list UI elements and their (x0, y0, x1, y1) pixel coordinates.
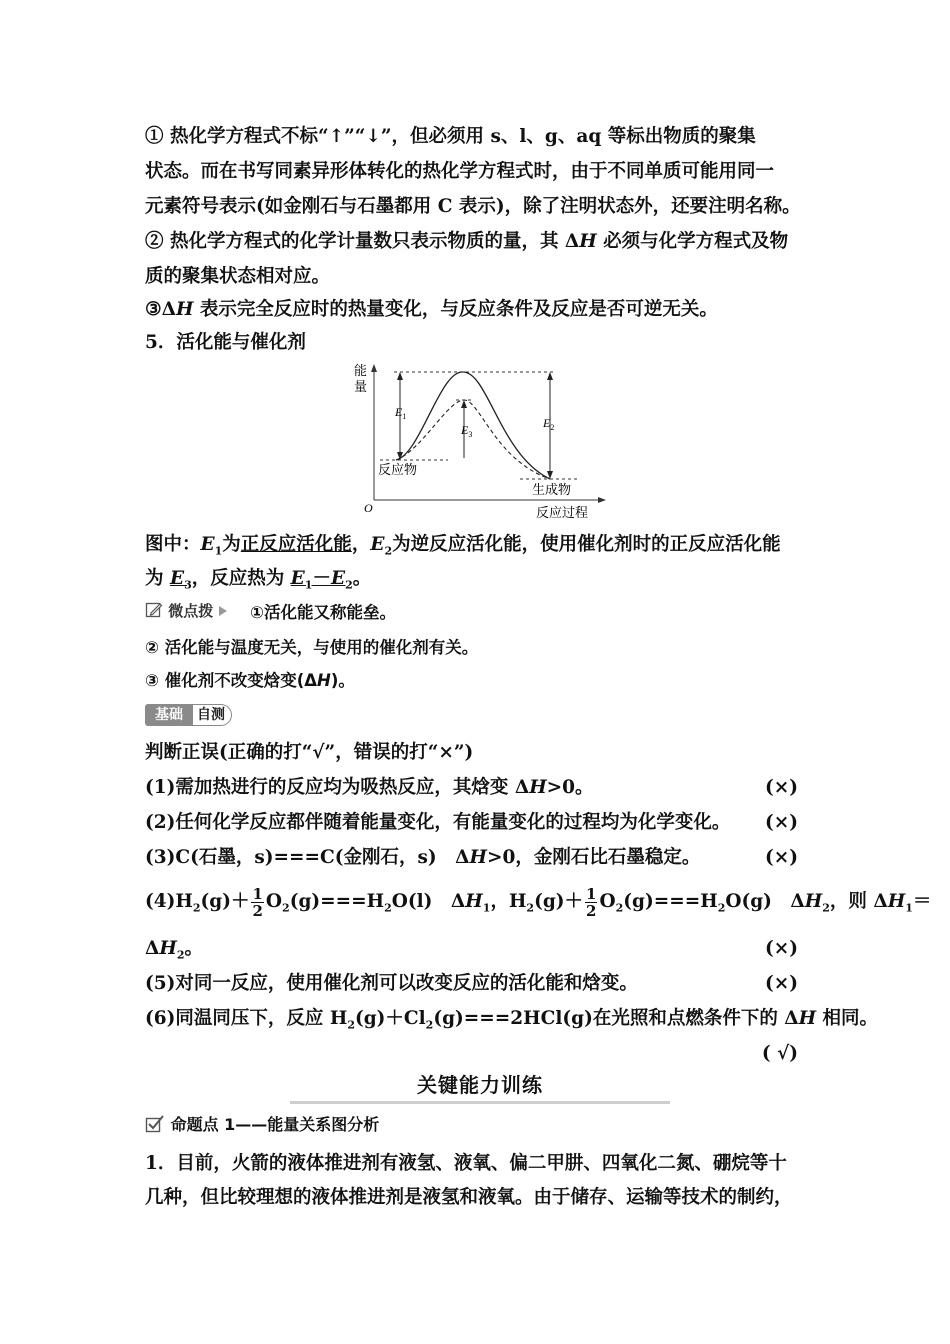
reactant-label: 反应物 (378, 462, 418, 477)
problem-line-2: 几种，但比较理想的液体推进剂是液氢和液氧。由于储存、运输等技术的制约， (145, 1187, 793, 1208)
origin-label: O (364, 501, 373, 515)
quiz-mark-5: (×) (764, 973, 798, 994)
quiz-mark-1: (×) (764, 777, 798, 798)
command-point-title: 命题点 1——能量关系图分析 (145, 1113, 379, 1137)
badge-right: 自测 (191, 704, 232, 726)
pencil-icon (145, 601, 163, 619)
triangle-right-icon (218, 605, 228, 617)
e1-label: $E_1$ (395, 405, 407, 421)
note-1-line-1: ① 热化学方程式不标“↑”“↓”，但必须用 s、l、g、aq 等标出物质的聚集 (145, 126, 756, 147)
note-2-line-1: ② 热化学方程式的化学计量数只表示物质的量，其 ΔH 必须与化学方程式及物 (145, 231, 789, 252)
quiz-item-6: (6)同温同压下，反应 $H_2(g)+Cl_2(g)===2HCl(g)$在光照和点燃条件下的 ΔH 相同。 (145, 1008, 879, 1032)
checkbox-icon (145, 1114, 165, 1134)
y-axis-label-1: 能 (354, 363, 368, 378)
note-3-line: ③ΔH 表示完全反应时的热量变化，与反应条件及反应是否可逆无关。 (145, 299, 718, 320)
tip-label: 微点拨 (145, 600, 228, 622)
quiz-item-5: (5)对同一反应，使用催化剂可以改变反应的活化能和焓变。 (145, 973, 638, 994)
note-1-line-2: 状态。而在书写同素异形体转化的热化学方程式时，由于不同单质可能用同一 (145, 161, 775, 182)
caption-line-1: 图中：$E_1$为正反应活化能，$E_2$为逆反应活化能，使用催化剂时的正反应活化能 (145, 534, 781, 558)
note-1-line-3: 元素符号表示(如金刚石与石墨都用 C 表示)，除了注明状态外，还要注明名称。 (145, 196, 801, 217)
quiz-mark-4: (×) (764, 938, 798, 959)
y-axis-label-2: 量 (354, 379, 368, 394)
section-heading-rule (290, 1101, 670, 1104)
tip-line-1: ①活化能又称能垒。 (250, 603, 396, 622)
quiz-item-4-line-2: $\Delta H_2$。 (145, 938, 204, 962)
e3-label: $E_3$ (461, 423, 473, 439)
energy-diagram (350, 360, 610, 522)
quiz-item-2: (2)任何化学反应都伴随着能量变化，有能量变化的过程均为化学变化。 (145, 812, 731, 833)
product-label: 生成物 (532, 482, 572, 497)
section-heading-text: 关键能力训练 (417, 1073, 543, 1097)
e2-label: $E_2$ (543, 416, 555, 432)
problem-line-1: 1．目前，火箭的液体推进剂有液氢、液氧、偏二甲肼、四氧化二氮、硼烷等十 (145, 1153, 787, 1174)
quiz-mark-2: (×) (764, 812, 798, 833)
x-axis-label: 反应过程 (536, 505, 589, 520)
section-heading (290, 1068, 670, 1108)
quiz-mark-3: (×) (764, 847, 798, 868)
fraction-half-2: $\frac{1}{2}$ (586, 884, 597, 920)
tip-line-2: ② 活化能与温度无关，与使用的催化剂有关。 (145, 638, 479, 657)
badge-left: 基础 (145, 704, 193, 726)
section-5-title: 5．活化能与催化剂 (145, 332, 306, 353)
quiz-item-1: (1)需加热进行的反应均为吸热反应，其焓变 ΔH>0。 (145, 777, 594, 798)
note-2-line-2: 质的聚集状态相对应。 (145, 266, 331, 287)
quiz-instruction: 判断正误(正确的打“√”，错误的打“×”) (145, 742, 474, 763)
quiz-mark-6: ( √) (761, 1043, 798, 1064)
self-test-badge (145, 702, 233, 728)
fraction-half: $\frac{1}{2}$ (252, 884, 263, 920)
tip-line-3: ③ 催化剂不改变焓变(ΔH)。 (145, 671, 355, 690)
quiz-item-3: (3)C(石墨，s)===C(金刚石，s) ΔH>0，金刚石比石墨稳定。 (145, 847, 701, 868)
caption-line-2: 为 $E_3$，反应热为 $E_1-E_2$。 (145, 568, 372, 592)
quiz-item-4-line-1: $(4)H_2(g)+$ $\frac{1}{2}$ $O_2(g)===H_2O(l)$ $\Delta H_1$，$H_2(g)+$ $\frac{1}{2}$ $O_2(g)===H_2O(g)$ $\Delta H_2$，则 $\Delta H_1=$ (145, 884, 932, 920)
